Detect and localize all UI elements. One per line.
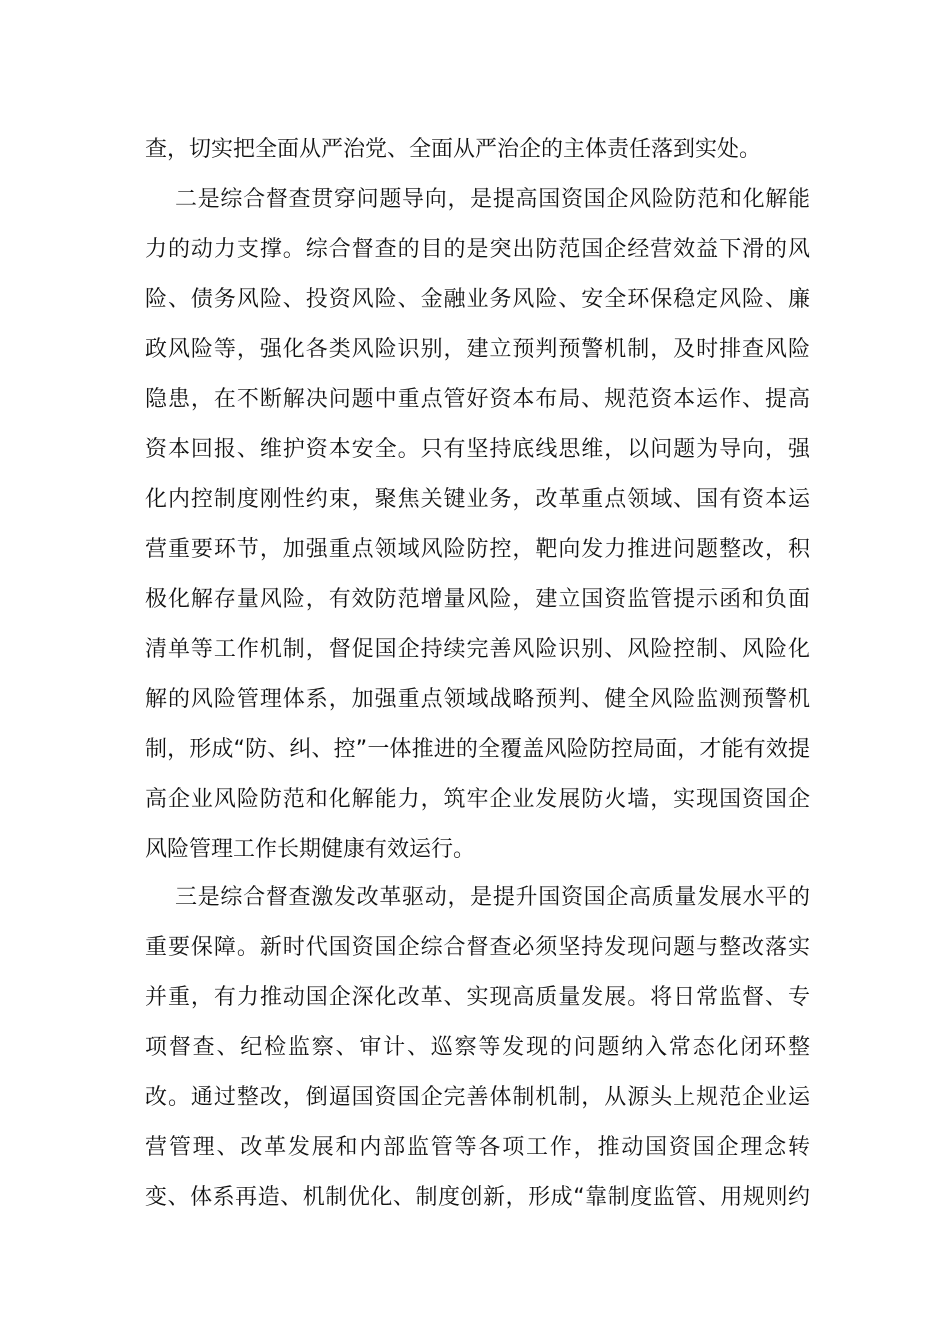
text-line: 制，形成“防、纠、控”一体推进的全覆盖风险防控局面，才能有效提 bbox=[145, 737, 810, 762]
text-line: 营重要环节，加强重点领域风险防控，靶向发力推进问题整改，积 bbox=[145, 537, 810, 562]
text-line: 化内控制度刚性约束，聚焦关键业务，改革重点领域、国有资本运 bbox=[145, 487, 810, 512]
text-line: 重要保障。新时代国资国企综合督查必须坚持发现问题与整改落实 bbox=[145, 935, 810, 960]
text-line: 高企业风险防范和化解能力，筑牢企业发展防火墙，实现国资国企 bbox=[145, 787, 810, 812]
text-line: 极化解存量风险，有效防范增量风险，建立国资监管提示函和负面 bbox=[145, 587, 810, 612]
text-line: 政风险等，强化各类风险识别，建立预判预警机制，及时排查风险 bbox=[145, 337, 810, 362]
text-line: 资本回报、维护资本安全。只有坚持底线思维，以问题为导向，强 bbox=[145, 437, 810, 462]
text-line: 改。通过整改，倒逼国资国企完善体制机制，从源头上规范企业运 bbox=[145, 1085, 810, 1110]
text-line: 风险管理工作长期健康有效运行。 bbox=[145, 837, 476, 862]
paragraph-start-line: 三是综合督查激发改革驱动，是提升国资国企高质量发展水平的 bbox=[175, 885, 810, 910]
paragraph-start-line: 二是综合督查贯穿问题导向，是提高国资国企风险防范和化解能 bbox=[175, 187, 810, 212]
text-line: 清单等工作机制，督促国企持续完善风险识别、风险控制、风险化 bbox=[145, 637, 810, 662]
text-line: 项督查、纪检监察、审计、巡察等发现的问题纳入常态化闭环整 bbox=[145, 1035, 810, 1060]
text-line: 查，切实把全面从严治党、全面从严治企的主体责任落到实处。 bbox=[145, 137, 762, 162]
text-line: 并重，有力推动国企深化改革、实现高质量发展。将日常监督、专 bbox=[145, 985, 810, 1010]
text-line: 营管理、改革发展和内部监管等各项工作，推动国资国企理念转 bbox=[145, 1135, 810, 1160]
text-line: 力的动力支撑。综合督查的目的是突出防范国企经营效益下滑的风 bbox=[145, 237, 810, 262]
text-line: 变、体系再造、机制优化、制度创新，形成“靠制度监管、用规则约 bbox=[145, 1185, 810, 1210]
text-line: 隐患，在不断解决问题中重点管好资本布局、规范资本运作、提高 bbox=[145, 387, 810, 412]
text-line: 险、债务风险、投资风险、金融业务风险、安全环保稳定风险、廉 bbox=[145, 287, 810, 312]
text-line: 解的风险管理体系，加强重点领域战略预判、健全风险监测预警机 bbox=[145, 687, 810, 712]
